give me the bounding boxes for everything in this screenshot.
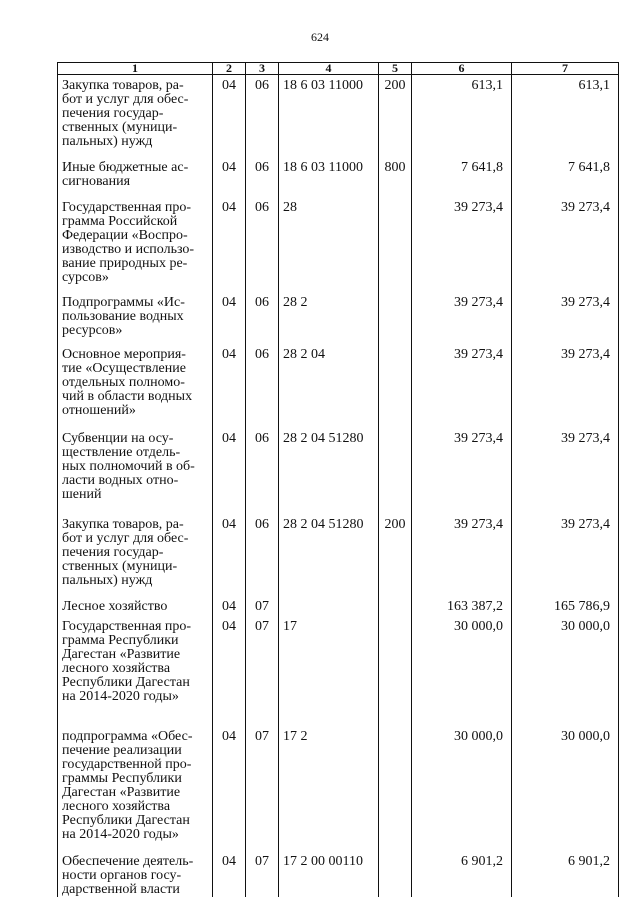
row-target-article: 17 — [279, 616, 379, 726]
row-amount-1: 39 273,4 — [412, 428, 512, 514]
row-amount-2: 30 000,0 — [512, 726, 619, 851]
row-target-article — [279, 596, 379, 616]
row-description — [58, 851, 213, 897]
row-description-line: отношений» — [62, 402, 136, 418]
row-amount-2: 39 273,4 — [512, 197, 619, 292]
table-row — [58, 157, 619, 197]
row-description-line: изводство и использо- — [62, 241, 195, 257]
row-expense-type: 200 — [379, 514, 412, 596]
row-description-line: Подпрограммы «Ис- — [62, 294, 185, 310]
row-target-article: 18 6 03 11000 — [279, 157, 379, 197]
header-col-2: 2 — [213, 63, 246, 75]
row-amount-2: 165 786,9 — [512, 596, 619, 616]
row-description-line: дарственной власти — [62, 881, 180, 897]
row-target-article: 18 6 03 11000 — [279, 75, 379, 157]
row-amount-1: 39 273,4 — [412, 514, 512, 596]
header-row — [58, 63, 619, 75]
row-target-article: 17 2 — [279, 726, 379, 851]
row-expense-type: 200 — [379, 75, 412, 157]
row-description-line: пальных) нужд — [62, 134, 153, 149]
row-description-line: Закупка товаров, ра- — [62, 516, 184, 532]
row-description-line: ществление отдель- — [62, 444, 181, 460]
row-description-line: ных полномочий в об- — [62, 458, 195, 474]
row-description — [58, 596, 213, 616]
row-description — [58, 344, 213, 428]
row-subsection: 07 — [246, 851, 279, 897]
row-description — [58, 726, 213, 851]
row-amount-1: 39 273,4 — [412, 344, 512, 428]
row-section: 04 — [213, 514, 246, 596]
table-row — [58, 616, 619, 726]
row-description — [58, 428, 213, 514]
table-row — [58, 428, 619, 514]
row-amount-2: 39 273,4 — [512, 514, 619, 596]
row-expense-type — [379, 197, 412, 292]
row-target-article: 28 2 — [279, 292, 379, 344]
row-description-line: Лесное хозяйство — [62, 598, 168, 614]
row-description-line: Субвенции на осу- — [62, 430, 174, 446]
row-section: 04 — [213, 616, 246, 726]
row-description — [58, 292, 213, 344]
row-amount-1: 30 000,0 — [412, 726, 512, 851]
row-description-line: граммы Республики — [62, 770, 182, 786]
row-description-line: государственной про- — [62, 756, 192, 772]
page-number: 624 — [311, 30, 329, 44]
row-description-line: подпрограмма «Обес- — [62, 728, 193, 744]
row-target-article: 17 2 00 00110 — [279, 851, 379, 897]
table-row — [58, 197, 619, 292]
row-description-line: сурсов» — [62, 269, 109, 285]
row-description-line: грамма Российской — [62, 213, 178, 229]
row-description-line: Обеспечение деятель- — [62, 853, 194, 869]
header-col-5: 5 — [379, 63, 412, 75]
row-section: 04 — [213, 157, 246, 197]
row-description-line: тие «Осуществление — [62, 360, 186, 376]
row-description-line: Республики Дагестан — [62, 812, 190, 828]
row-subsection: 06 — [246, 197, 279, 292]
row-amount-1: 39 273,4 — [412, 292, 512, 344]
header-col-4: 4 — [279, 63, 379, 75]
row-expense-type — [379, 726, 412, 851]
header-col-1: 1 — [58, 63, 213, 75]
row-description-line: ности органов госу- — [62, 867, 182, 883]
row-description-line: Иные бюджетные ас- — [62, 159, 189, 175]
row-description-line: лесного хозяйства — [62, 660, 171, 676]
row-description-line: ресурсов» — [62, 322, 123, 338]
row-subsection: 06 — [246, 292, 279, 344]
row-description — [58, 616, 213, 726]
row-amount-2: 39 273,4 — [512, 292, 619, 344]
header-col-6: 6 — [412, 63, 512, 75]
row-amount-1: 7 641,8 — [412, 157, 512, 197]
row-amount-2: 613,1 — [512, 75, 619, 157]
row-description-line: бот и услуг для обес- — [62, 530, 189, 546]
row-expense-type: 800 — [379, 157, 412, 197]
row-description-line: вание природных ре- — [62, 255, 188, 271]
row-description-line: ласти водных отно- — [62, 472, 179, 488]
row-subsection: 06 — [246, 157, 279, 197]
row-amount-2: 7 641,8 — [512, 157, 619, 197]
table-row — [58, 292, 619, 344]
row-description — [58, 75, 213, 157]
row-expense-type — [379, 428, 412, 514]
row-description-line: сигнования — [62, 173, 131, 189]
row-expense-type — [379, 616, 412, 726]
row-section: 04 — [213, 726, 246, 851]
row-description-line: Дагестан «Развитие — [62, 646, 181, 662]
row-amount-2: 6 901,2 — [512, 851, 619, 897]
row-subsection: 06 — [246, 514, 279, 596]
row-target-article: 28 2 04 — [279, 344, 379, 428]
row-section: 04 — [213, 344, 246, 428]
row-description-line: лесного хозяйства — [62, 798, 171, 814]
row-section: 04 — [213, 596, 246, 616]
row-subsection: 07 — [246, 616, 279, 726]
row-description-line: на 2014-2020 годы» — [62, 688, 179, 704]
row-description-line: пальных) нужд — [62, 572, 153, 588]
table-row — [58, 851, 619, 897]
table-row — [58, 596, 619, 616]
row-description-line: печение реализации — [62, 742, 182, 758]
row-description-line: Закупка товаров, ра- — [62, 78, 184, 93]
row-expense-type — [379, 344, 412, 428]
row-expense-type — [379, 596, 412, 616]
row-section: 04 — [213, 428, 246, 514]
row-description-line: печения государ- — [62, 544, 164, 560]
row-subsection: 06 — [246, 428, 279, 514]
header-col-3: 3 — [246, 63, 279, 75]
row-subsection: 06 — [246, 344, 279, 428]
row-description-line: на 2014-2020 годы» — [62, 826, 179, 842]
row-description-line: Дагестан «Развитие — [62, 784, 181, 800]
budget-table — [57, 62, 619, 897]
row-description-line: ственных (муници- — [62, 120, 178, 135]
table-row — [58, 75, 619, 157]
row-description-line: пользование водных — [62, 308, 184, 324]
row-amount-2: 39 273,4 — [512, 344, 619, 428]
row-amount-1: 30 000,0 — [412, 616, 512, 726]
row-description-line: Федерации «Воспро- — [62, 227, 188, 243]
row-amount-1: 39 273,4 — [412, 197, 512, 292]
row-description-line: шений — [62, 486, 102, 502]
table-row — [58, 344, 619, 428]
row-amount-2: 30 000,0 — [512, 616, 619, 726]
row-description — [58, 514, 213, 596]
row-amount-2: 39 273,4 — [512, 428, 619, 514]
row-amount-1: 6 901,2 — [412, 851, 512, 897]
row-description — [58, 157, 213, 197]
table-row — [58, 514, 619, 596]
row-description-line: отдельных полномо- — [62, 374, 185, 390]
row-expense-type — [379, 292, 412, 344]
row-description-line: ственных (муници- — [62, 558, 178, 574]
row-description-line: печения государ- — [62, 106, 164, 121]
row-description-line: Государственная про- — [62, 618, 192, 634]
row-section: 04 — [213, 75, 246, 157]
row-description-line: Республики Дагестан — [62, 674, 190, 690]
row-description-line: грамма Республики — [62, 632, 179, 648]
row-description-line: Основное мероприя- — [62, 346, 186, 362]
row-subsection: 06 — [246, 75, 279, 157]
header-col-7: 7 — [512, 63, 619, 75]
row-description — [58, 197, 213, 292]
row-subsection: 07 — [246, 596, 279, 616]
row-section: 04 — [213, 292, 246, 344]
table-body — [58, 75, 619, 897]
row-expense-type — [379, 851, 412, 897]
row-target-article: 28 2 04 51280 — [279, 428, 379, 514]
row-section: 04 — [213, 851, 246, 897]
row-amount-1: 613,1 — [412, 75, 512, 157]
row-amount-1: 163 387,2 — [412, 596, 512, 616]
row-section: 04 — [213, 197, 246, 292]
row-target-article: 28 — [279, 197, 379, 292]
row-description-line: бот и услуг для обес- — [62, 92, 189, 107]
row-subsection: 07 — [246, 726, 279, 851]
row-description-line: чий в области водных — [62, 388, 193, 404]
table-row — [58, 726, 619, 851]
row-target-article: 28 2 04 51280 — [279, 514, 379, 596]
row-description-line: Государственная про- — [62, 199, 192, 215]
